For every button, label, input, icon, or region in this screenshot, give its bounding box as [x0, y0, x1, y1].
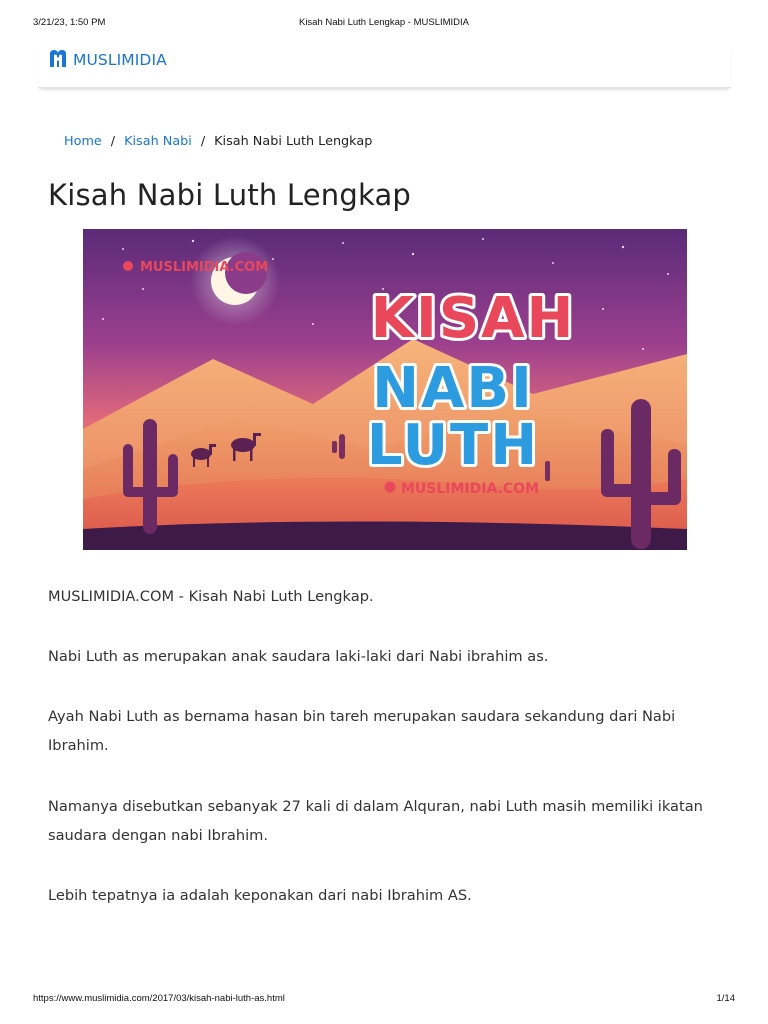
page-title: Kisah Nabi Luth Lengkap — [48, 178, 412, 212]
breadcrumb-current: Kisah Nabi Luth Lengkap — [214, 134, 373, 149]
hero-image — [83, 229, 687, 550]
print-page-title: Kisah Nabi Luth Lengkap - MUSLIMIDIA — [298, 17, 470, 28]
print-footer — [0, 993, 768, 1007]
site-logo[interactable] — [48, 48, 167, 72]
breadcrumb-separator: / — [110, 134, 116, 149]
hero-watermark-bottom — [385, 481, 540, 497]
hero-watermark-top — [123, 260, 268, 275]
site-brand-name: MUSLIMIDIA — [73, 51, 167, 69]
article-paragraph: Lebih tepatnya ia adalah keponakan dari nabi Ibrahim AS. — [48, 887, 472, 904]
article-paragraph: Ayah Nabi Luth as bernama hasan bin tareh merupakan saudara sekandung dari Nabi Ibrahim. — [48, 708, 676, 754]
hero-title-line1: KISAH — [370, 286, 576, 351]
hero-title-line2: NABI — [372, 356, 534, 421]
muslimidia-logo-icon — [48, 48, 68, 72]
breadcrumb-home[interactable]: Home — [64, 134, 102, 149]
article-paragraph: MUSLIMIDIA.COM - Kisah Nabi Luth Lengkap. — [48, 588, 374, 605]
print-header — [0, 17, 768, 31]
svg-text:MUSLIMIDIA.COM: MUSLIMIDIA.COM — [140, 260, 269, 275]
breadcrumb-separator: / — [200, 134, 206, 149]
breadcrumb-category[interactable]: Kisah Nabi — [124, 134, 192, 149]
hero-title-line3: LUTH — [366, 413, 540, 478]
article-paragraph: Namanya disebutkan sebanyak 27 kali di dalam Alquran, nabi Luth masih memiliki ikatan saudara dengan nabi Ibrahim. — [48, 798, 703, 844]
site-header — [38, 46, 731, 88]
print-date: 3/21/23, 1:50 PM — [33, 17, 106, 28]
svg-text:MUSLIMIDIA.COM: MUSLIMIDIA.COM — [401, 481, 540, 497]
breadcrumb — [64, 134, 372, 149]
print-page-indicator: 1/14 — [716, 993, 735, 1004]
print-url: https://www.muslimidia.com/2017/03/kisah-nabi-luth-as.html — [33, 993, 285, 1004]
article-paragraph: Nabi Luth as merupakan anak saudara laki-laki dari Nabi ibrahim as. — [48, 648, 549, 665]
